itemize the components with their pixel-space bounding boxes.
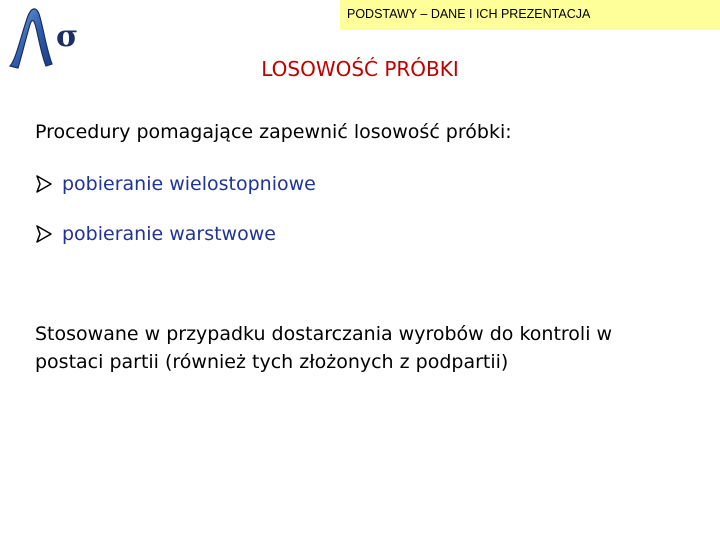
arrow-bullet-icon: [34, 224, 54, 244]
list-item: [34, 170, 316, 198]
bullet-label: pobieranie warstwowe: [62, 223, 276, 245]
arrow-bullet-icon: [34, 174, 54, 194]
list-item: [34, 220, 276, 248]
note-paragraph: Stosowane w przypadku dostarczania wyrobów do kontroli w postaci partii (również tych złożonych z podpartii): [35, 323, 613, 374]
slide-title: LOSOWOŚĆ PRÓBKI: [261, 57, 459, 81]
svg-text:σ: σ: [56, 19, 79, 54]
intro-text: Procedury pomagające zapewnić losowość próbki:: [35, 121, 512, 143]
section-title: PODSTAWY – DANE I ICH PREZENTACJA: [347, 7, 591, 21]
bullet-label: pobieranie wielostopniowe: [62, 173, 316, 195]
